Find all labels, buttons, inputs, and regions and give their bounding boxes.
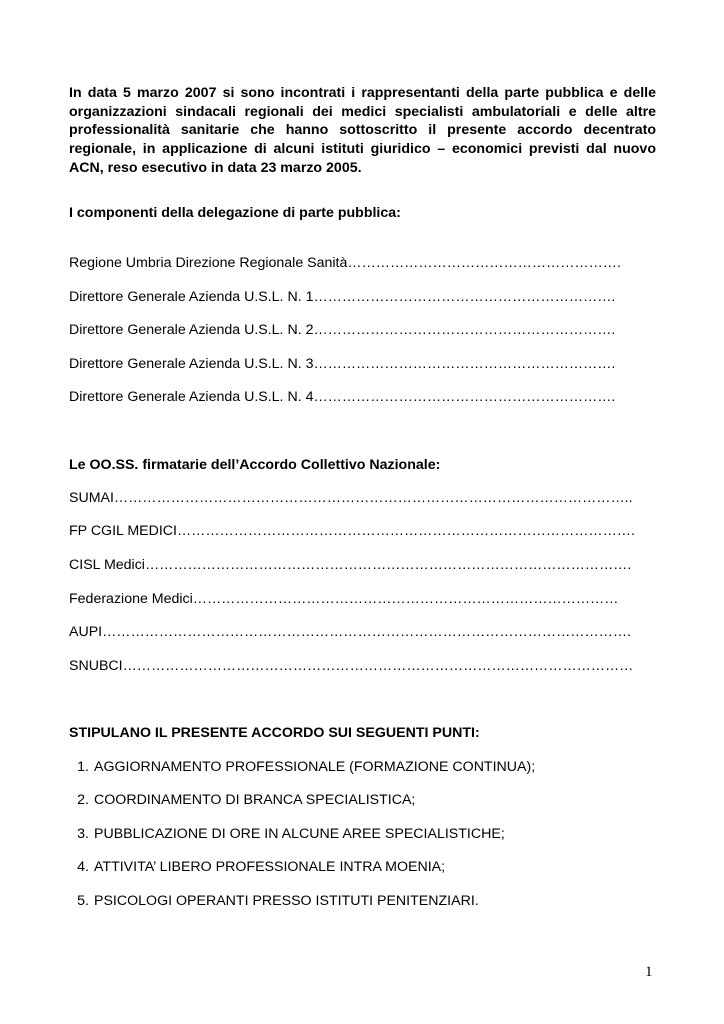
list-item xyxy=(69,758,535,776)
signature-line-cisl: CISL Medici…………………………………………………………………………………………. xyxy=(69,557,632,573)
list-item-text: PSICOLOGI OPERANTI PRESSO ISTITUTI PENITENZIARI. xyxy=(94,893,479,909)
signature-line-regione: Regione Umbria Direzione Regionale Sanità…………………………………………………. xyxy=(69,255,621,271)
list-item xyxy=(69,892,479,910)
signature-line-usl-2: Direttore Generale Azienda U.S.L. N. 2………………………………………………………. xyxy=(69,322,616,338)
list-item-text: COORDINAMENTO DI BRANCA SPECIALISTICA; xyxy=(94,792,416,808)
signature-line-usl-3: Direttore Generale Azienda U.S.L. N. 3………………………………………………………. xyxy=(69,356,616,372)
list-item-text: AGGIORNAMENTO PROFESSIONALE (FORMAZIONE CONTINUA); xyxy=(94,759,536,775)
list-item-text: PUBBLICAZIONE DI ORE IN ALCUNE AREE SPECIALISTICHE; xyxy=(94,826,505,842)
list-item-number: 3. xyxy=(77,826,89,842)
list-item-number: 2. xyxy=(77,792,89,808)
signature-line-sumai: SUMAI……………………………………………………………………………………………….. xyxy=(69,490,633,506)
list-item xyxy=(69,858,445,876)
list-item-text: ATTIVITA’ LIBERO PROFESSIONALE INTRA MOENIA; xyxy=(94,859,446,875)
list-item xyxy=(69,825,505,843)
list-item xyxy=(69,791,415,809)
page-number: 1 xyxy=(645,964,653,980)
signature-line-snubci: SNUBCI……………………………………………………………………………………………… xyxy=(69,658,634,674)
signature-line-usl-1: Direttore Generale Azienda U.S.L. N. 1………………………………………………………. xyxy=(69,289,616,305)
intro-paragraph: In data 5 marzo 2007 si sono incontrati i rappresentanti della parte pubblica e delle organizzazioni sindacali regionali dei medici specialisti ambulatoriali e delle altre professionalità sanitarie che hanno sottoscritto il presente accordo decentrato regionale, in applicazione di alcuni istituti giuridico – economici previsti dal nuovo ACN, reso esecutivo in data 23 marzo 2005. xyxy=(69,85,656,176)
list-item-number: 1. xyxy=(77,759,89,775)
signature-line-federazione: Federazione Medici……………………………………………………………………………… xyxy=(69,591,619,607)
signature-line-aupi: AUPI…………………………………………………………………………………………………. xyxy=(69,624,631,640)
public-delegation-heading: I componenti della delegazione di parte pubblica: xyxy=(69,205,401,221)
unions-heading: Le OO.SS. firmatarie dell’Accordo Collettivo Nazionale: xyxy=(69,457,441,473)
list-item-number: 5. xyxy=(77,893,89,909)
agreement-heading: STIPULANO IL PRESENTE ACCORDO SUI SEGUENTI PUNTI: xyxy=(69,725,480,741)
list-item-number: 4. xyxy=(77,859,89,875)
signature-line-usl-4: Direttore Generale Azienda U.S.L. N. 4………………………………………………………. xyxy=(69,389,616,405)
signature-line-fp-cgil: FP CGIL MEDICI……………………………………………………………………………………. xyxy=(69,523,635,539)
